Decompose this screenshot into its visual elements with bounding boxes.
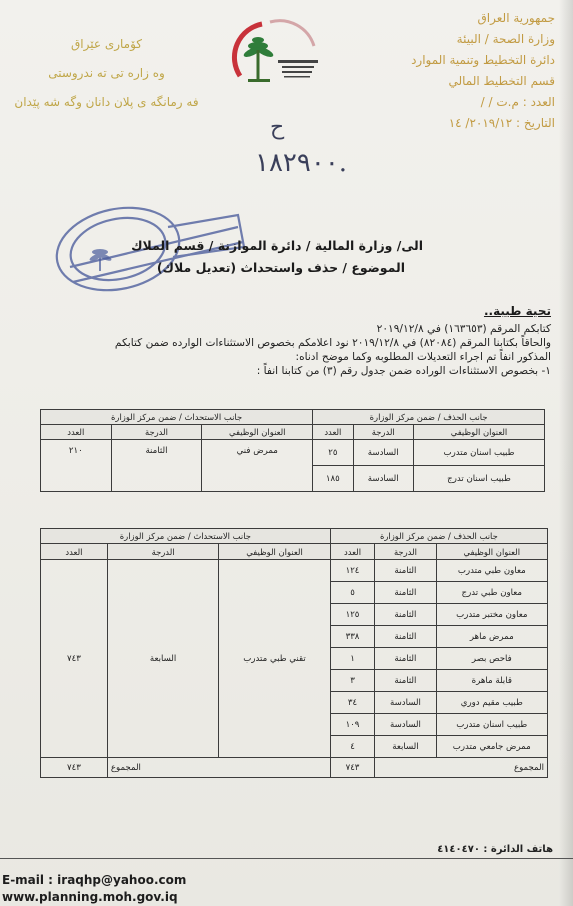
grade-cell: الثامنة: [375, 582, 436, 604]
delete-side-header: جانب الحذف / ضمن مركز الوزارة: [313, 410, 545, 425]
job-title-cell: طبيب اسنان تدرج: [413, 466, 544, 492]
total-label: المجموع: [375, 758, 548, 778]
column-header: العنوان الوظيفي: [219, 544, 330, 560]
body-paragraph: ١- بخصوص الاستثناءات الوراده ضمن جدول رقم (٣) من كتابنا انفاً :: [256, 365, 551, 377]
job-title-cell: معاون مختبر متدرب: [436, 604, 547, 626]
letterhead-line: كۆماری عێراق: [70, 37, 143, 51]
letterhead-kurdish: [4, 30, 209, 117]
exceptions-table-2: [40, 528, 548, 778]
footer-email: E-mail : iraqhp@yahoo.com: [2, 873, 187, 887]
body-paragraph: والحاقاً بكتابنا المرقم (٨٢٠٨٤) في ٢٠١٩/١٢/٨ نود اعلامكم بخصوص الاستثناءات الوارده ضمن كتابكم: [114, 337, 551, 349]
reference-number-field: العدد : م.ت / /: [480, 95, 555, 109]
column-header: العدد: [313, 425, 353, 440]
count-cell: ١٢٤: [330, 560, 375, 582]
letterhead-line: وه زاره تی ته ندروستی: [48, 66, 165, 80]
footer-website: www.planning.moh.gov.iq: [2, 890, 178, 904]
column-header: العدد: [330, 544, 375, 560]
job-title-cell: تقني طبي متدرب: [219, 560, 330, 758]
count-cell: ٥: [330, 582, 375, 604]
grade-cell: الثامنة: [375, 560, 436, 582]
create-side-header: جانب الاستحداث / ضمن مركز الوزارة: [41, 410, 313, 425]
table-row: [41, 440, 545, 466]
count-cell: ٢٥: [313, 440, 353, 466]
count-cell: ٣٤: [330, 692, 375, 714]
body-paragraph: المذكور انفاً تم اجراء التعديلات المطلوبه وكما موضح ادناه:: [295, 351, 551, 363]
column-header: الدرجة: [375, 544, 436, 560]
column-header: العنوان الوظيفي: [436, 544, 547, 560]
body-paragraph: كتابكم المرقم (١٦٣٦٥٣) في ٢٠١٩/١٢/٨: [376, 323, 551, 335]
letterhead-line: قسم التخطيط المالي: [448, 74, 555, 88]
column-header: الدرجة: [107, 544, 218, 560]
grade-cell: السادسة: [375, 692, 436, 714]
handwritten-mark: ح: [270, 115, 285, 140]
letterhead-arabic: [365, 8, 555, 134]
count-cell: ٣: [330, 670, 375, 692]
addressee: الى/ وزارة المالية / دائرة الموازنة / قسم الملاك: [131, 238, 423, 253]
create-side-header: جانب الاستحداث / ضمن مركز الوزارة: [41, 529, 331, 544]
total-count: ٧٤٣: [41, 758, 108, 778]
letterhead-line: وزارة الصحة / البيئة: [456, 32, 555, 46]
subject-line: الموضوع / حذف واستحداث (تعديل ملاك): [156, 260, 405, 275]
greeting: تحية طيبة..: [483, 304, 551, 318]
count-cell: ٢١٠: [41, 440, 112, 492]
handwritten-reference-number: ١٨٢٩٠٠.: [255, 148, 348, 178]
column-header: الدرجة: [111, 425, 202, 440]
count-cell: ٧٤٣: [41, 560, 108, 758]
job-title-cell: معاون طبي تدرج: [436, 582, 547, 604]
column-header: العنوان الوظيفي: [413, 425, 544, 440]
total-label: المجموع: [107, 758, 330, 778]
total-row: [41, 758, 548, 778]
job-title-cell: ممرض فني: [202, 440, 313, 492]
column-header: الدرجة: [353, 425, 413, 440]
date-field: التاريخ : ٢٠١٩/١٢/ ١٤: [448, 116, 555, 130]
job-title-cell: فاحص بصر: [436, 648, 547, 670]
exceptions-table-1: [40, 409, 545, 492]
grade-cell: السادسة: [353, 440, 413, 466]
count-cell: ٣٣٨: [330, 626, 375, 648]
column-header: العدد: [41, 425, 112, 440]
grade-cell: السادسة: [353, 466, 413, 492]
ministry-logo-icon: [222, 16, 342, 106]
grade-cell: السابعة: [375, 736, 436, 758]
column-header: العدد: [41, 544, 108, 560]
grade-cell: الثامنة: [375, 648, 436, 670]
count-cell: ١٠٩: [330, 714, 375, 736]
count-cell: ١٢٥: [330, 604, 375, 626]
job-title-cell: طبيب اسنان متدرب: [436, 714, 547, 736]
count-cell: ١٨٥: [313, 466, 353, 492]
grade-cell: الثامنة: [111, 440, 202, 492]
column-header: العنوان الوظيفي: [202, 425, 313, 440]
page-edge-shadow: [559, 0, 573, 906]
grade-cell: الثامنة: [375, 670, 436, 692]
job-title-cell: معاون طبي متدرب: [436, 560, 547, 582]
grade-cell: السابعة: [107, 560, 218, 758]
job-title-cell: ممرض جامعي متدرب: [436, 736, 547, 758]
letterhead-line: فه رمانگه ی پلان دانان وگه شه پێدان: [14, 95, 199, 109]
count-cell: ١: [330, 648, 375, 670]
job-title-cell: طبيب اسنان متدرب: [413, 440, 544, 466]
job-title-cell: ممرض ماهر: [436, 626, 547, 648]
letter-body: [31, 322, 551, 378]
grade-cell: الثامنة: [375, 604, 436, 626]
department-phone: هاتف الدائرة : ٤١٤٠٤٧٠: [437, 844, 553, 855]
table-row: [41, 560, 548, 582]
letterhead-line: دائرة التخطيط وتنمية الموارد: [411, 53, 555, 67]
grade-cell: الثامنة: [375, 626, 436, 648]
footer-divider: [0, 858, 573, 859]
count-cell: ٤: [330, 736, 375, 758]
total-count: ٧٤٣: [330, 758, 375, 778]
grade-cell: السادسة: [375, 714, 436, 736]
job-title-cell: قابلة ماهرة: [436, 670, 547, 692]
letterhead-line: جمهورية العراق: [477, 11, 555, 25]
job-title-cell: طبيب مقيم دوري: [436, 692, 547, 714]
delete-side-header: جانب الحذف / ضمن مركز الوزارة: [330, 529, 547, 544]
